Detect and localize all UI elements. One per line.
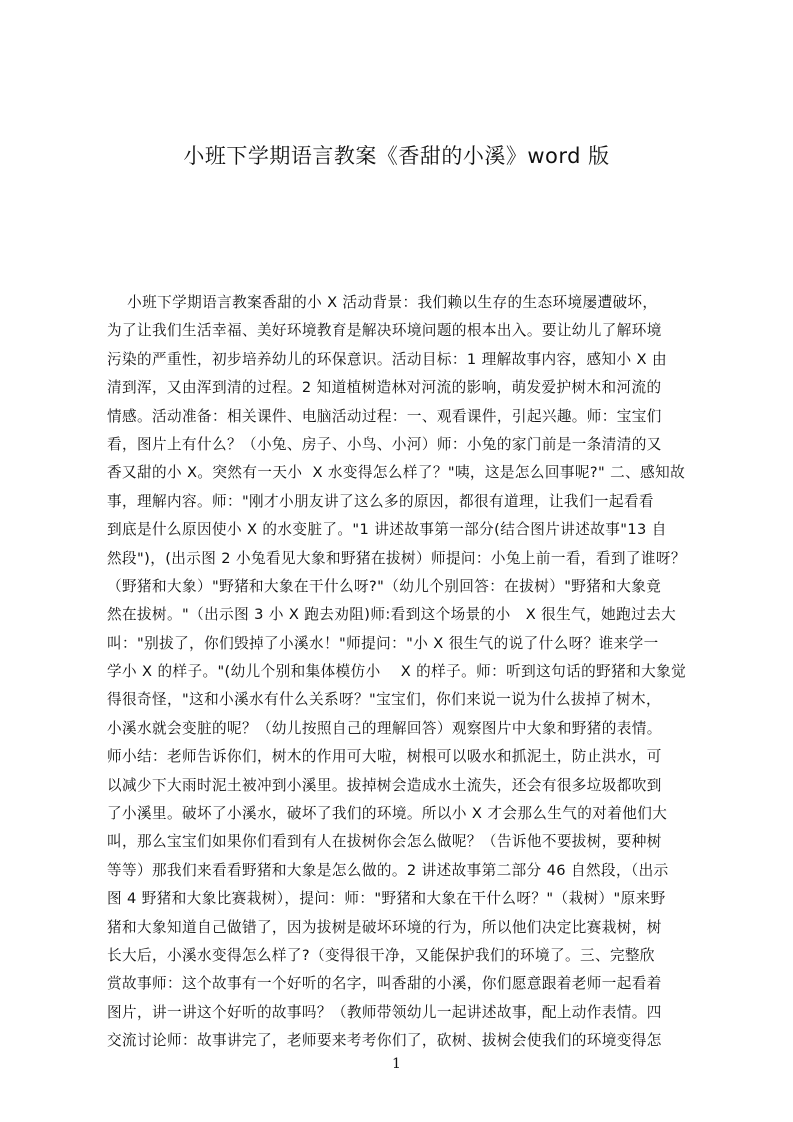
body-line: 小班下学期语言教案香甜的小 X 活动背景：我们赖以生存的生态环境屡遭破坏，: [107, 294, 658, 311]
body-line: 图片，讲一讲这个好听的故事吗？（教师带领幼儿一起讲述故事，配上动作表情。四: [107, 1003, 662, 1021]
body-line: 长大后，小溪水变得怎么样了?（变得很干净，又能保护我们的环境了。三、完整欣: [107, 946, 655, 964]
body-line: 赏故事师：这个故事有一个好听的名字，叫香甜的小溪，你们愿意跟着老师一起看着: [107, 975, 662, 993]
body-line: 学小 X 的样子。"(幼儿个别和集体模仿小 X 的样子。师：听到这句话的野猪和大象觉: [107, 663, 687, 681]
body-line: 事，理解内容。师："刚才小朋友讲了这么多的原因，都很有道理，让我们一起看看: [107, 492, 654, 510]
document-body: [107, 289, 699, 1056]
body-line: 情感。活动准备：相关课件、电脑活动过程：一、观看课件，引起兴趣。师：宝宝们: [107, 407, 662, 425]
body-line: 猪和大象知道自己做错了，因为拔树是破坏环境的行为，所以他们决定比赛栽树，树: [107, 918, 662, 936]
body-line: 然在拔树。"（出示图 3 小 X 跑去劝阻)师:看到这个场景的小 X 很生气，她跑过去大: [107, 606, 677, 624]
body-line: 为了让我们生活幸福、美好环境教育是解决环境问题的根本出入。要让幼儿了解环境: [107, 322, 662, 340]
body-line: 以减少下大雨时泥土被冲到小溪里。拔掉树会造成水土流失，还会有很多垃圾都吹到: [107, 776, 662, 794]
body-line: 清到浑，又由浑到清的过程。2 知道植树造林对河流的影响，萌发爱护树木和河流的: [107, 379, 662, 397]
body-line: 师小结：老师告诉你们，树木的作用可大啦，树根可以吸水和抓泥土，防止洪水，可: [107, 748, 662, 766]
body-line: 污染的严重性，初步培养幼儿的环保意识。活动目标：1 理解故事内容，感知小 X 由: [107, 350, 667, 368]
body-line: 了小溪里。破坏了小溪水，破坏了我们的环境。所以小 X 才会那么生气的对着他们大: [107, 805, 668, 823]
body-line: （野猪和大象）"野猪和大象在干什么呀?"（幼儿个别回答：在拔树）"野猪和大象竟: [107, 577, 662, 595]
body-line: 叫，那么宝宝们如果你们看到有人在拔树你会怎么做呢？（告诉他不要拔树，要种树: [107, 833, 662, 851]
body-line: 叫："别拔了，你们毁掉了小溪水！"师提问："小 X 很生气的说了什么呀？谁来学一: [107, 634, 659, 652]
body-line: 图 4 野猪和大象比赛栽树），提问：师："野猪和大象在干什么呀？"（栽树）"原来野: [107, 890, 666, 908]
body-line: 等等）那我们来看看野猪和大象是怎么做的。2 讲述故事第二部分 46 自然段，（出示: [107, 861, 669, 879]
body-line: 得很奇怪，"这和小溪水有什么关系呀？"宝宝们，你们来说一说为什么拔掉了树木，: [107, 691, 662, 709]
body-line: 看，图片上有什么？（小兔、房子、小鸟、小河）师：小兔的家门前是一条清清的又: [107, 435, 662, 453]
body-line: 然段")，(出示图 2 小兔看见大象和野猪在拔树）师提问：小兔上前一看，看到了谁呀？: [107, 549, 686, 567]
body-line: 小溪水就会变脏的呢？（幼儿按照自己的理解回答）观察图片中大象和野猪的表情。: [107, 719, 662, 737]
body-line: 到底是什么原因使小 X 的水变脏了。"1 讲述故事第一部分(结合图片讲述故事"13 自: [107, 521, 667, 539]
document-title: 小班下学期语言教案《香甜的小溪》word 版: [183, 144, 610, 168]
body-line: 香又甜的小 X。突然有一天小 X 水变得怎么样了？"咦，这是怎么回事呢?" 二、感知故: [107, 464, 686, 482]
body-line: 交流讨论师：故事讲完了，老师要来考考你们了，砍树、拔树会使我们的环境变得怎: [107, 1032, 662, 1050]
page-number: 1: [392, 1056, 401, 1072]
